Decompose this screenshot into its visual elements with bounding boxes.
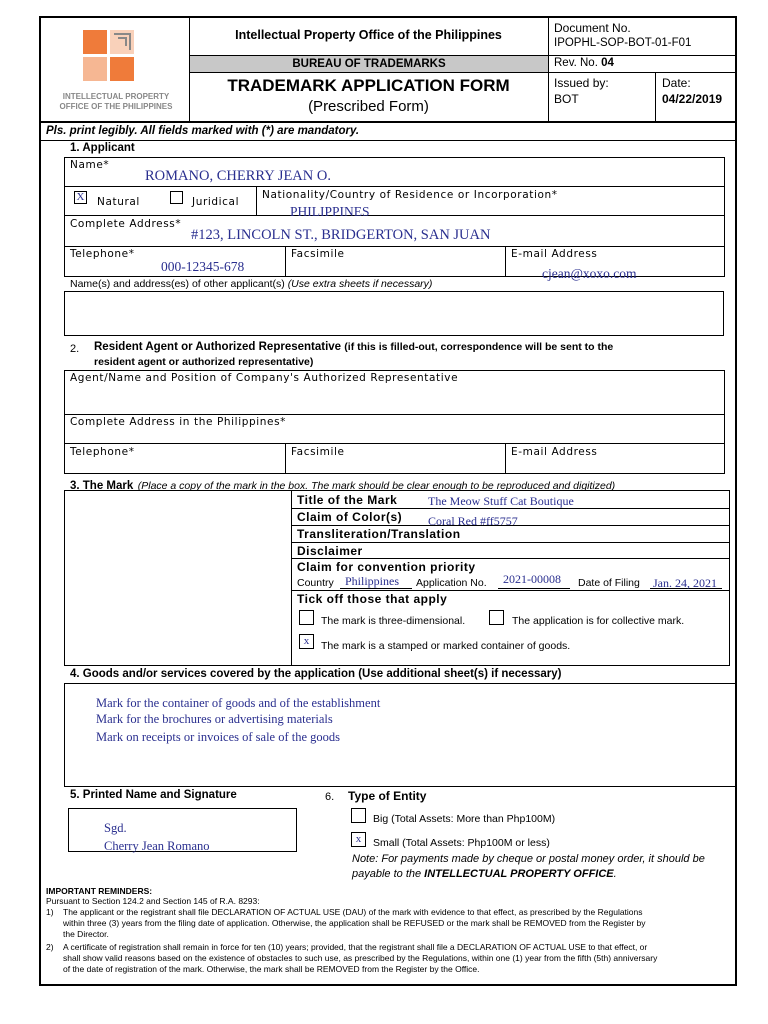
signature-name: Cherry Jean Romano [104, 839, 210, 853]
divider [39, 140, 737, 141]
divider [64, 443, 725, 444]
reminder-1-num: 1) [46, 907, 54, 917]
reminder-1-line: the Director. [63, 929, 109, 939]
title-field[interactable]: The Meow Stuff Cat Boutique [428, 494, 574, 508]
disclaimer-label: Disclaimer [297, 544, 363, 558]
filing-date-field[interactable]: Jan. 24, 2021 [653, 576, 717, 590]
signature-sgd: Sgd. [104, 821, 127, 835]
section-entity: Type of Entity [348, 789, 427, 803]
address-field[interactable]: #123, LINCOLN ST., BRIDGERTON, SAN JUAN [191, 227, 491, 243]
bureau-name: BUREAU OF TRADEMARKS [190, 56, 548, 72]
notice: Pls. print legibly. All fields marked with (*) are mandatory. [46, 125, 360, 137]
divider [505, 246, 506, 277]
reminders-pursuant: Pursuant to Section 124.2 and Section 145 of R.A. 8293: [46, 896, 260, 906]
mark-image-box[interactable] [65, 491, 291, 665]
address-label: Complete Address* [70, 218, 182, 230]
section-entity-num: 6. [325, 791, 335, 803]
date-label: Date: [662, 76, 691, 90]
other-applicants-label: Name(s) and address(es) of other applicant(s) (Use extra sheets if necessary) [70, 278, 433, 290]
divider [64, 186, 725, 187]
small-entity-checkbox[interactable]: x [351, 832, 366, 847]
small-entity-label: Small (Total Assets: Php100M or less) [373, 837, 550, 849]
natural-checkbox[interactable]: X [74, 191, 87, 204]
country-field[interactable]: Philippines [345, 574, 400, 588]
appno-label: Application No. [416, 577, 487, 589]
reminder-2-line: shall show valid reasons based on the existence of obstacles to such use, as prescribed by the Regulations, within one (1) year from the fifth (5th) anniversary [63, 953, 658, 963]
payment-note: Note: For payments made by cheque or postal money order, it should be [352, 853, 705, 865]
form-title: TRADEMARK APPLICATION FORM [227, 76, 510, 95]
agent-address-label: Complete Address in the Philippines* [70, 416, 286, 428]
divider [655, 72, 656, 121]
color-label: Claim of Color(s) [297, 510, 403, 524]
payment-note-2: payable to the INTELLECTUAL PROPERTY OFFICE. [352, 868, 617, 880]
big-entity-checkbox[interactable] [351, 808, 366, 823]
divider [64, 246, 725, 247]
juridical-checkbox[interactable] [170, 191, 183, 204]
three-dimensional-checkbox[interactable] [299, 610, 314, 625]
country-label: Country [297, 577, 334, 589]
three-dimensional-label: The mark is three-dimensional. [321, 615, 466, 627]
agent-name-label: Agent/Name and Position of Company's Authorized Representative [70, 372, 459, 384]
agent-telephone-label: Telephone* [70, 446, 135, 458]
reminder-2-line: of the date of registration of the mark. Otherwise, the mark shall be REMOVED from the Register by the Office. [63, 964, 480, 974]
priority-label: Claim for convention priority [297, 560, 476, 574]
section-goods: 4. Goods and/or services covered by the application (Use additional sheet(s) if necessary) [70, 668, 562, 680]
section-agent-note: resident agent or authorized representative) [94, 356, 314, 368]
date-value: 04/22/2019 [662, 92, 723, 106]
divider [291, 558, 730, 559]
natural-label: Natural [97, 196, 140, 208]
filing-label: Date of Filing [578, 577, 640, 589]
collective-label: The application is for collective mark. [512, 615, 685, 627]
telephone-label: Telephone* [70, 248, 135, 260]
agent-facsimile-label: Facsimile [291, 446, 345, 458]
collective-checkbox[interactable] [489, 610, 504, 625]
divider [64, 414, 725, 415]
logo-mark-icon [50, 26, 182, 92]
issued-label: Issued by: [554, 76, 609, 90]
telephone-field[interactable]: 000-12345-678 [161, 259, 245, 274]
name-label: Name* [70, 159, 110, 171]
goods-item: Mark for the container of goods and of the establishment [96, 696, 381, 710]
reminder-1-line: within three (3) years from the filing date of application. Otherwise, the application shall be REFUSED or the mark shall be REMOVED from the Register by [63, 918, 646, 928]
applicant-name-field[interactable]: ROMANO, CHERRY JEAN O. [145, 168, 331, 184]
facsimile-label: Facsimile [291, 248, 345, 260]
divider [285, 443, 286, 474]
translit-label: Transliteration/Translation [297, 527, 461, 541]
ipophl-logo [50, 26, 182, 116]
goods-item: Mark on receipts or invoices of sale of the goods [96, 730, 341, 744]
tick-label: Tick off those that apply [297, 592, 448, 606]
section-agent-num: 2. [70, 343, 80, 355]
section-signature: 5. Printed Name and Signature [70, 789, 237, 801]
divider [548, 17, 549, 121]
nationality-label: Nationality/Country of Residence or Incorporation* [262, 189, 558, 201]
agent-email-label: E-mail Address [511, 446, 598, 458]
logo-text: INTELLECTUAL PROPERTY OFFICE OF THE PHILIPPINES [59, 92, 173, 111]
section-applicant: 1. Applicant [70, 142, 135, 154]
appno-field[interactable]: 2021-00008 [503, 572, 561, 586]
doc-no: IPOPHL-SOP-BOT-01-F01 [554, 37, 692, 49]
reminder-2-line: A certificate of registration shall remain in force for ten (10) years; provided, that the registrant shall file a DECLARATION OF ACTUAL USE to that effect, or [63, 942, 648, 952]
goods-item: Mark for the brochures or advertising materials [96, 712, 333, 726]
other-applicants-field[interactable] [64, 291, 724, 336]
office-name: Intellectual Property Office of the Philippines [235, 28, 502, 42]
nationality-field[interactable]: PHILIPPINES [290, 204, 370, 219]
title-label: Title of the Mark [297, 493, 398, 507]
divider [285, 246, 286, 277]
stamped-checkbox[interactable]: x [299, 634, 314, 649]
divider [291, 490, 292, 666]
divider [498, 588, 570, 589]
doc-no-label: Document No. [554, 21, 631, 35]
divider [39, 121, 737, 123]
stamped-label: The mark is a stamped or marked container of goods. [321, 640, 571, 652]
reminder-2-num: 2) [46, 942, 54, 952]
issued-by: BOT [554, 92, 579, 106]
form-subtitle: (Prescribed Form) [308, 98, 429, 115]
rev-no: Rev. No. 04 [554, 57, 614, 69]
divider [64, 215, 725, 216]
divider [505, 443, 506, 474]
big-entity-label: Big (Total Assets: More than Php100M) [373, 813, 556, 825]
divider [291, 542, 730, 543]
juridical-label: Juridical [192, 196, 240, 208]
reminder-1-line: The applicant or the registrant shall file DECLARATION OF ACTUAL USE (DAU) of the mark with evidence to that effect, as prescribed by the Regulations [63, 907, 643, 917]
email-field[interactable]: cjean@xoxo.com [542, 266, 637, 281]
reminders-title: IMPORTANT REMINDERS: [46, 886, 153, 896]
email-label: E-mail Address [511, 248, 598, 260]
color-field[interactable]: Coral Red #ff5757 [428, 514, 518, 528]
section-mark: 3. The Mark (Place a copy of the mark in the box. The mark should be clear enough to be reproduced and digitized) [70, 480, 616, 492]
section-agent: Resident Agent or Authorized Representative (if this is filled-out, correspondence will be sent to the [94, 341, 614, 353]
divider [256, 186, 257, 215]
